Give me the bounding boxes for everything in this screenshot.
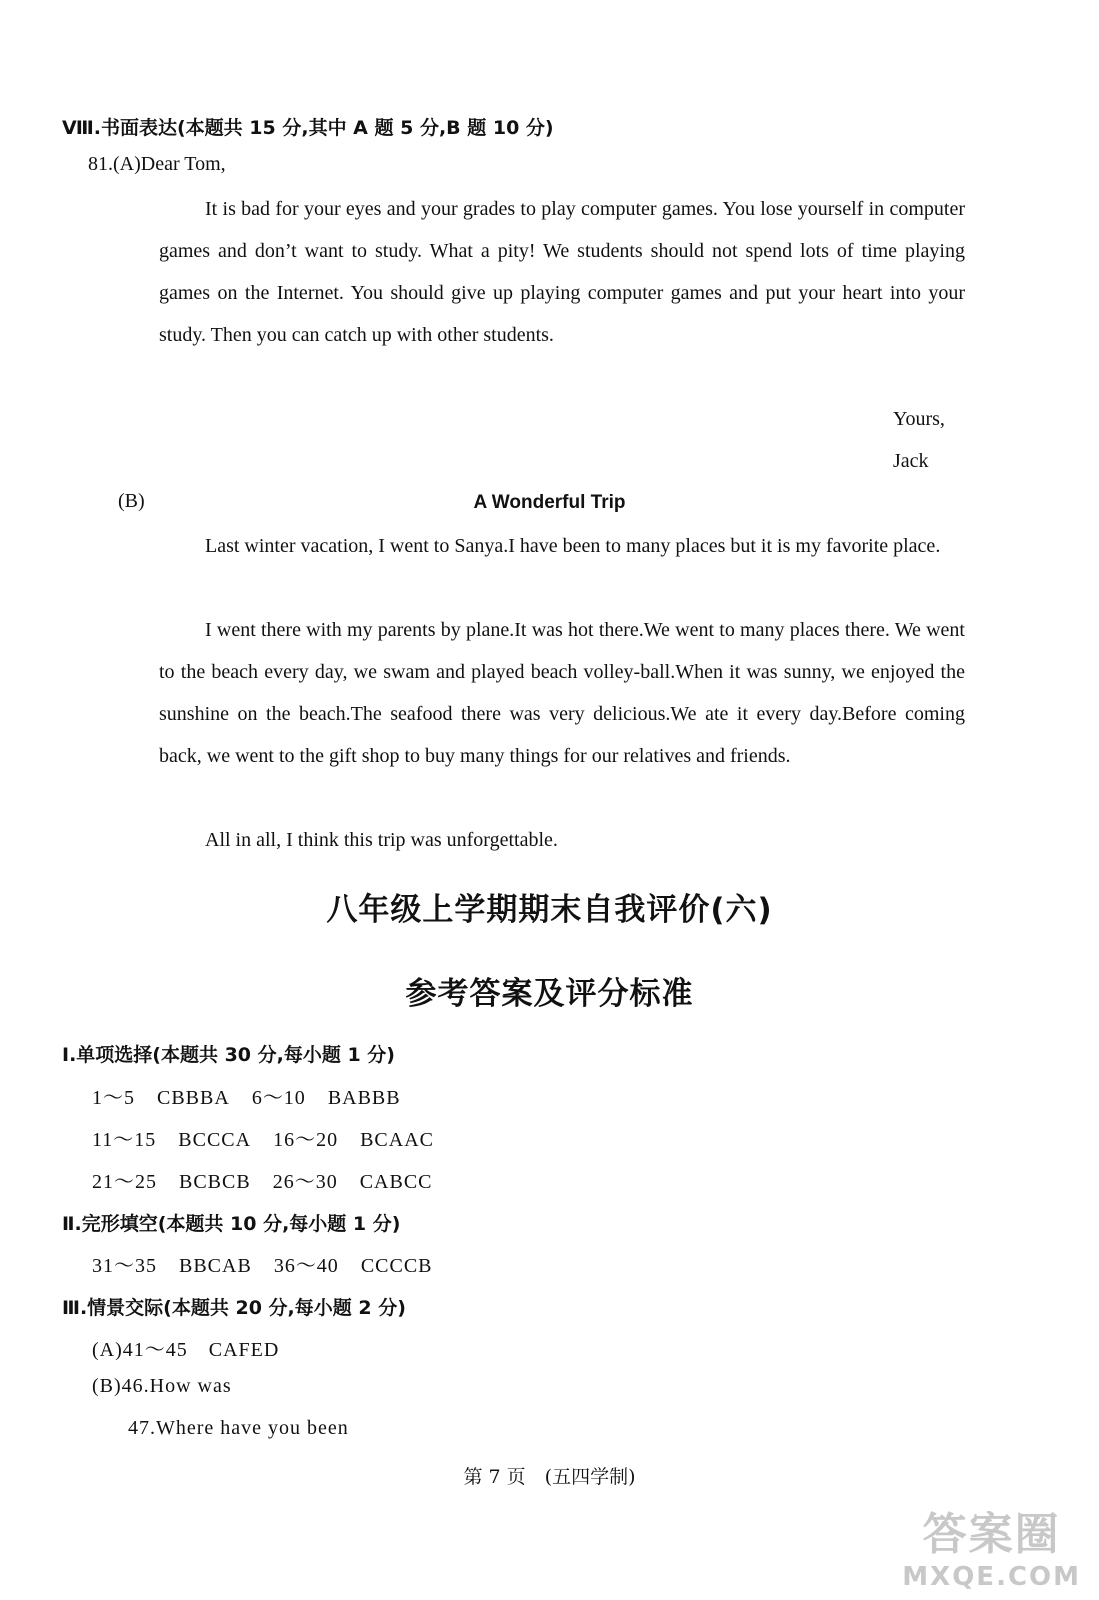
watermark-en: MXQE.COM <box>902 1562 1081 1592</box>
watermark-logo <box>902 1498 1081 1592</box>
answer-key: CABCC <box>359 1171 433 1193</box>
watermark-cn: 答案圈 <box>922 1509 1061 1560</box>
letter-closing: Yours, <box>893 408 945 430</box>
answer-range: 31～35 <box>92 1255 157 1277</box>
answer-range: 26～30 <box>272 1171 338 1193</box>
essay-b-label: (B) <box>118 490 145 512</box>
letter-salutation: 81.(A)Dear Tom, <box>88 153 226 175</box>
section-3-heading: Ⅲ.情景交际(本题共 20 分,每小题 2 分) <box>62 1297 406 1319</box>
section-8-heading: Ⅷ.书面表达(本题共 15 分,其中 A 题 5 分,B 题 10 分) <box>62 117 554 139</box>
page-footer: 第 7 页 (五四学制) <box>463 1466 636 1488</box>
answer-range: 6～10 <box>251 1087 306 1109</box>
exam-title: 八年级上学期期末自我评价(六) <box>326 892 773 928</box>
answer-key: BCCCA <box>178 1129 252 1151</box>
answer-key: BBCAB <box>179 1255 252 1277</box>
essay-paragraph-3: All in all, I think this trip was unforgettable. <box>205 829 558 851</box>
answer-row <box>92 1081 401 1110</box>
answer-row <box>92 1123 434 1152</box>
answer-range: 1～5 <box>92 1087 135 1109</box>
answer-key: CBBBA <box>157 1087 230 1109</box>
answer-3a: (A)41～45 CAFED <box>92 1339 280 1361</box>
letter-signature: Jack <box>893 450 929 472</box>
section-2-heading: Ⅱ.完形填空(本题共 10 分,每小题 1 分) <box>62 1213 401 1235</box>
letter-body: It is bad for your eyes and your grades to play computer games. You lose yourself in computer games and don’t want to study. What a pity! We students should not spend lots of time playing games on the Internet. You should give up playing computer games and put your heart into your study. Then you can catch up with other students. <box>159 198 965 346</box>
answer-key: BABBB <box>327 1087 401 1109</box>
essay-paragraph-1: Last winter vacation, I went to Sanya.I have been to many places but it is my favorite place. <box>205 535 941 557</box>
answer-key: BCBCB <box>179 1171 251 1193</box>
essay-title: A Wonderful Trip <box>473 492 626 513</box>
answer-key: BCAAC <box>360 1129 434 1151</box>
essay-paragraph-2: I went there with my parents by plane.It was hot there.We went to many places there. We went to the beach every day, we swam and played beach volley-ball.When it was sunny, we enjoyed the sunshine on the beach.The seafood there was very delicious.We ate it every day.Before coming back, we went to the gift shop to buy many things for our relatives and friends. <box>159 619 965 767</box>
exam-subtitle: 参考答案及评分标准 <box>405 976 694 1012</box>
answer-row <box>92 1165 433 1194</box>
answer-range: 16～20 <box>273 1129 339 1151</box>
section-1-heading: Ⅰ.单项选择(本题共 30 分,每小题 1 分) <box>62 1044 395 1066</box>
answer-row <box>92 1249 433 1278</box>
answer-46: (B)46.How was <box>92 1375 232 1397</box>
answer-range: 36～40 <box>273 1255 339 1277</box>
answer-range: 11～15 <box>92 1129 157 1151</box>
answer-range: 21～25 <box>92 1171 157 1193</box>
answer-key: CCCCB <box>360 1255 433 1277</box>
answer-47: 47.Where have you been <box>128 1417 349 1439</box>
